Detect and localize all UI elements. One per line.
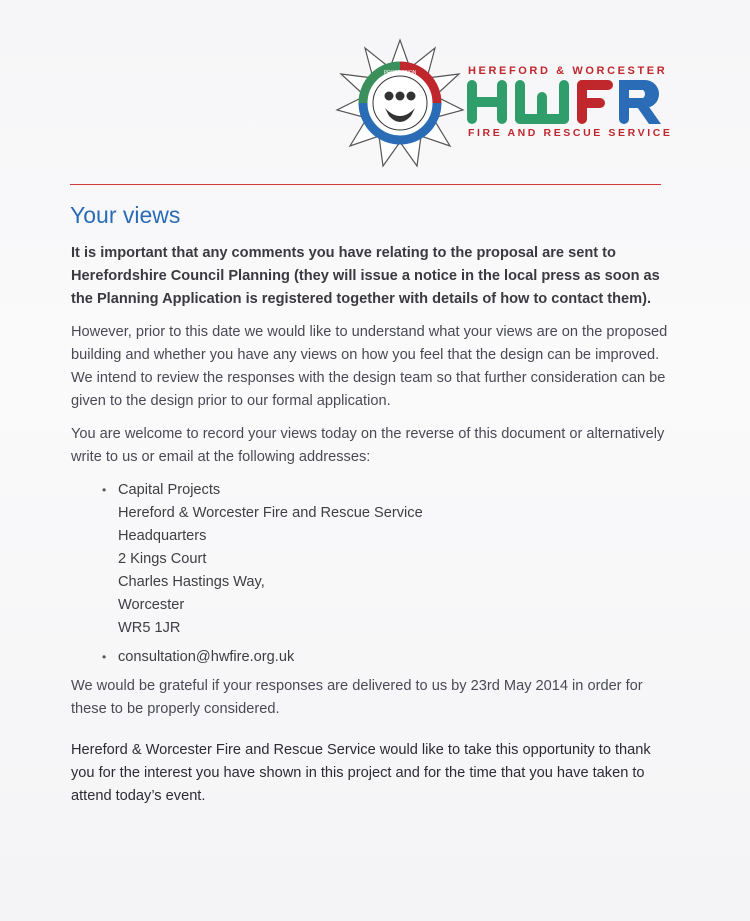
however-paragraph: However, prior to this date we would like to understand what your views are on the proposed building and whether you have any views on how you feel that the design can be improved. We intend to review the responses with the design team so that further consideration can be given to the design prior to our formal application. [71,324,668,409]
address-line: 2 Kings Court [118,551,207,567]
address-line: Charles Hastings Way, [118,574,265,590]
header-divider [70,184,661,185]
address-line: Capital Projects [118,482,221,498]
fire-service-badge-icon [335,38,465,168]
address-line: Hereford & Worcester Fire and Rescue Service [118,505,423,521]
bullet-icon: • [102,483,107,497]
contact-list [71,479,671,669]
address-line: WR5 1JR [118,620,181,636]
list-item-email [71,646,671,669]
brand-bottom-text: FIRE AND RESCUE SERVICE [468,127,673,139]
page-title: Your views [70,202,181,228]
header [335,38,673,168]
address-line: Worcester [118,597,185,613]
document-body [71,242,671,818]
email-address: consultation@hwfire.org.uk [118,649,295,665]
list-item-postal-address [71,479,671,640]
brand-top-text: HEREFORD & WORCESTER [468,65,668,77]
address-line: Headquarters [118,528,207,544]
deadline-paragraph: We would be grateful if your responses are delivered to us by 23rd May 2014 in order for these to be properly considered. [71,678,643,717]
svg-text:PROTECTION: PROTECTION [383,70,417,76]
closing-paragraph: Hereford & Worcester Fire and Rescue Service would like to take this opportunity to thank you for the interest you have shown in this project and for the time that you have taken to attend today’s event. [71,742,651,804]
bullet-icon: • [102,650,107,664]
welcome-paragraph: You are welcome to record your views today on the reverse of this document or alternatively write to us or email at the following addresses: [71,426,665,465]
hwfr-logo-icon [467,78,662,126]
intro-paragraph: It is important that any comments you have relating to the proposal are sent to Herefordshire Council Planning (they will issue a notice in the local press as soon as the Planning Application is registered together with details of how to contact them). [71,245,660,307]
